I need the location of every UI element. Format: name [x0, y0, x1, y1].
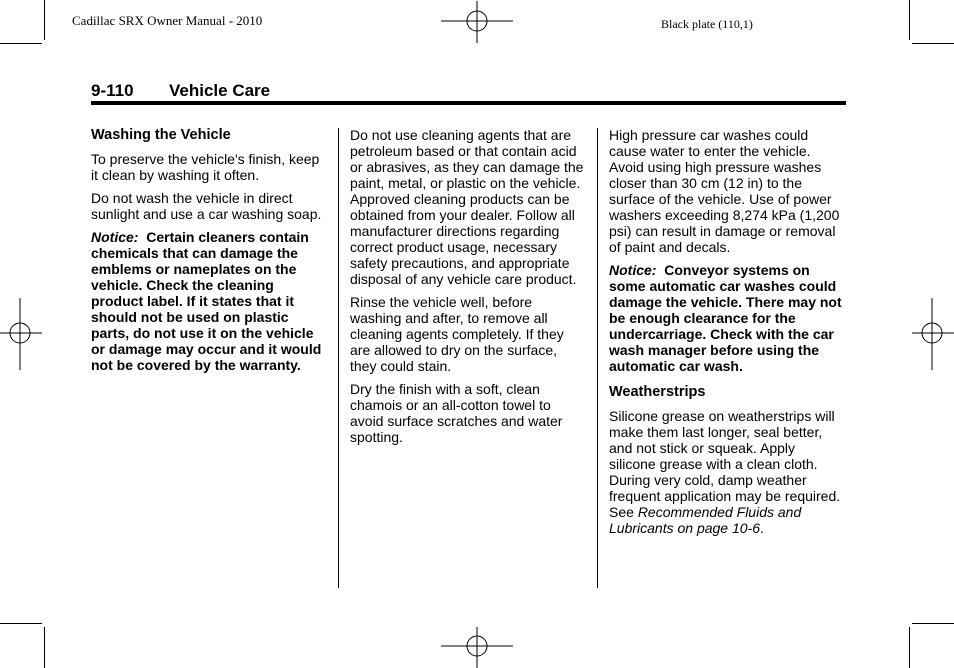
plate-label: Black plate (110,1) — [661, 17, 753, 31]
column-divider — [597, 128, 598, 588]
paragraph: To preserve the vehicle's finish, keep it clean by washing it often. — [91, 151, 320, 183]
notice-text: Conveyor systems on some automatic car washes could damage the vehicle. There may not be enough clearance for the undercarriage. Check with the car wash manager before using the automatic car wash. — [609, 262, 842, 374]
column-divider — [338, 128, 339, 588]
paragraph: Rinse the vehicle well, before washing and after, to remove all cleaning agents completely. If they are allowed to dry on the surface, they could stain. — [350, 294, 564, 374]
column-3 — [609, 127, 845, 543]
paragraph — [609, 408, 845, 536]
manual-title: Cadillac SRX Owner Manual - 2010 — [72, 13, 263, 28]
crop-mark — [912, 43, 954, 44]
column-1 — [91, 127, 327, 373]
crop-mark — [44, 0, 45, 40]
header-rule — [91, 101, 846, 105]
page-number: 9-110 — [91, 81, 134, 100]
notice-text: Certain cleaners contain chemicals that can damage the emblems or nameplates on the vehicle. Check the cleaning product label. If it states that it should not be used on plastic parts, do not use it on the vehicle or damage may occur and it would not be covered by the warranty. — [91, 229, 322, 373]
registration-mark-icon — [441, 1, 513, 43]
paragraph-end: . — [760, 520, 764, 536]
notice-label: Notice: — [91, 229, 139, 245]
section-header — [91, 81, 270, 101]
registration-mark-icon — [0, 298, 42, 370]
crop-mark — [912, 623, 954, 624]
heading-weatherstrips: Weatherstrips — [609, 384, 706, 400]
notice-label: Notice: — [609, 262, 657, 278]
heading-washing: Washing the Vehicle — [91, 127, 231, 143]
registration-mark-icon — [441, 627, 513, 668]
crop-mark — [909, 0, 910, 40]
crop-mark — [44, 627, 45, 668]
column-2 — [350, 127, 586, 452]
notice-paragraph — [91, 229, 327, 373]
cross-reference-link[interactable]: Recommended Fluids and Lubricants on page 10-6 — [609, 504, 802, 536]
paragraph-text: Silicone grease on weatherstrips will make them last longer, seal better, and not stick or squeak. Apply silicone grease with a clean cloth. During very cold, damp weather frequent application may be required. See — [609, 408, 841, 520]
crop-mark — [0, 43, 42, 44]
paragraph: Do not wash the vehicle in direct sunlight and use a car washing soap. — [91, 190, 322, 222]
paragraph: High pressure car washes could cause water to enter the vehicle. Avoid using high pressure washes closer than 30 cm (12 in) to the surface of the vehicle. Use of power washers exceeding 8,274 kPa (1,200 psi) can result in damage or removal of paint and decals. — [609, 127, 840, 255]
paragraph: Dry the finish with a soft, clean chamois or an all-cotton towel to avoid surface scratches and water spotting. — [350, 381, 563, 445]
section-title: Vehicle Care — [169, 81, 271, 100]
registration-mark-icon — [912, 298, 954, 370]
crop-mark — [909, 627, 910, 668]
paragraph: Do not use cleaning agents that are petroleum based or that contain acid or abrasives, as they can damage the paint, metal, or plastic on the vehicle. Approved cleaning products can be obtained from your dealer. Follow all manufacturer directions regarding correct product usage, necessary safety precautions, and appropriate disposal of any vehicle care product. — [350, 127, 584, 287]
notice-paragraph — [609, 262, 845, 374]
crop-mark — [0, 623, 42, 624]
